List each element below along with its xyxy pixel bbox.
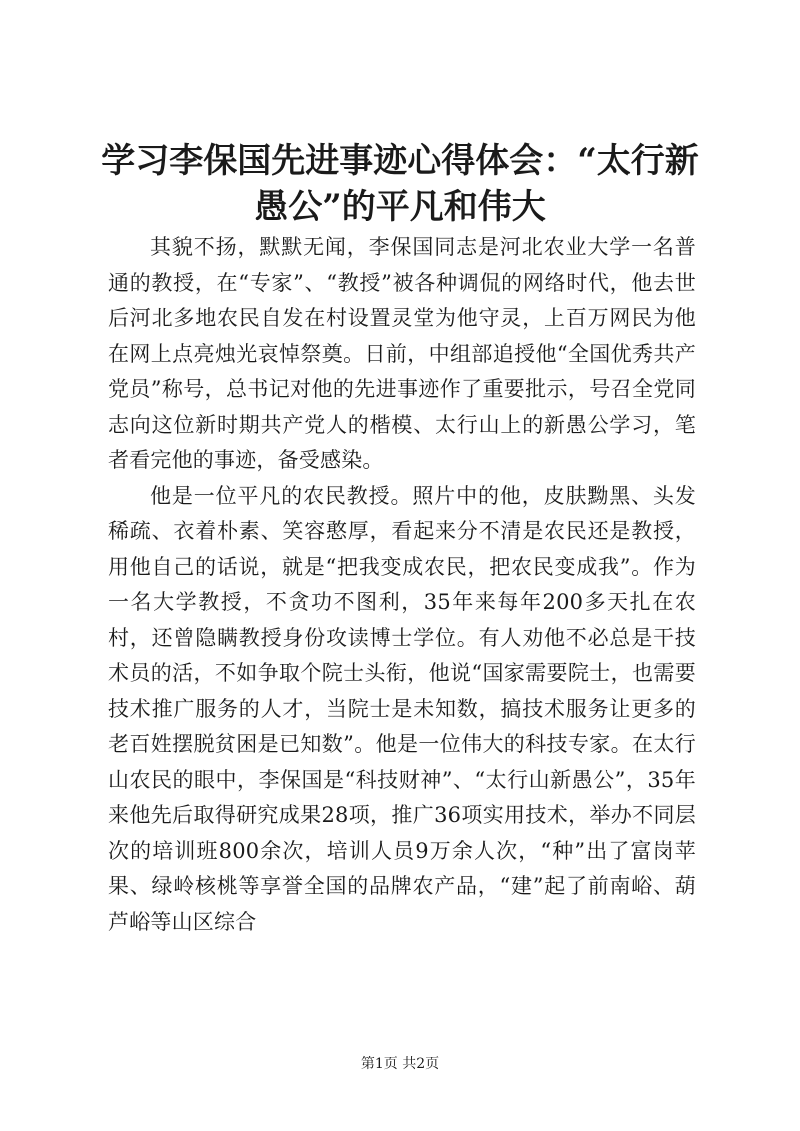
document-body	[108, 230, 696, 940]
document-title: 学习李保国先进事迹心得体会：“太行新愚公”的平凡和伟大	[101, 141, 699, 227]
page-footer: 第1页 共2页	[360, 1056, 440, 1072]
paragraph-1: 其貌不扬，默默无闻，李保国同志是河北农业大学一名普通的教授，在“专家”、“教授”被各种调侃的网络时代，他去世后河北多地农民自发在村设置灵堂为他守灵，上百万网民为他在网上点亮烛光哀悼祭奠。日前，中组部追授他“全国优秀共产党员”称号，总书记对他的先进事迹作了重要批示，号召全党同志向这位新时期共产党人的楷模、太行山上的新愚公学习，笔者看完他的事迹，备受感染。	[108, 235, 696, 472]
paragraph-2: 他是一位平凡的农民教授。照片中的他，皮肤黝黑、头发稀疏、衣着朴素、笑容憨厚，看起来分不清是农民还是教授，用他自己的话说，就是“把我变成农民，把农民变成我”。作为一名大学教授，不贪功不图利，35年来每年200多天扎在农村，还曾隐瞒教授身份攻读博士学位。有人劝他不必总是干技术员的活，不如争取个院士头衔，他说“国家需要院士，也需要技术推广服务的人才，当院士是未知数，搞技术服务让更多的老百姓摆脱贫困是已知数”。他是一位伟大的科技专家。在太行山农民的眼中，李保国是“科技财神”、“太行山新愚公”，35年来他先后取得研究成果28项，推广36项实用技术，举办不同层次的培训班800余次，培训人员9万余人次，“种”出了富岗苹果、绿岭核桃等享誉全国的品牌农产品，“建”起了前南峪、葫芦峪等山区综合	[108, 483, 696, 934]
